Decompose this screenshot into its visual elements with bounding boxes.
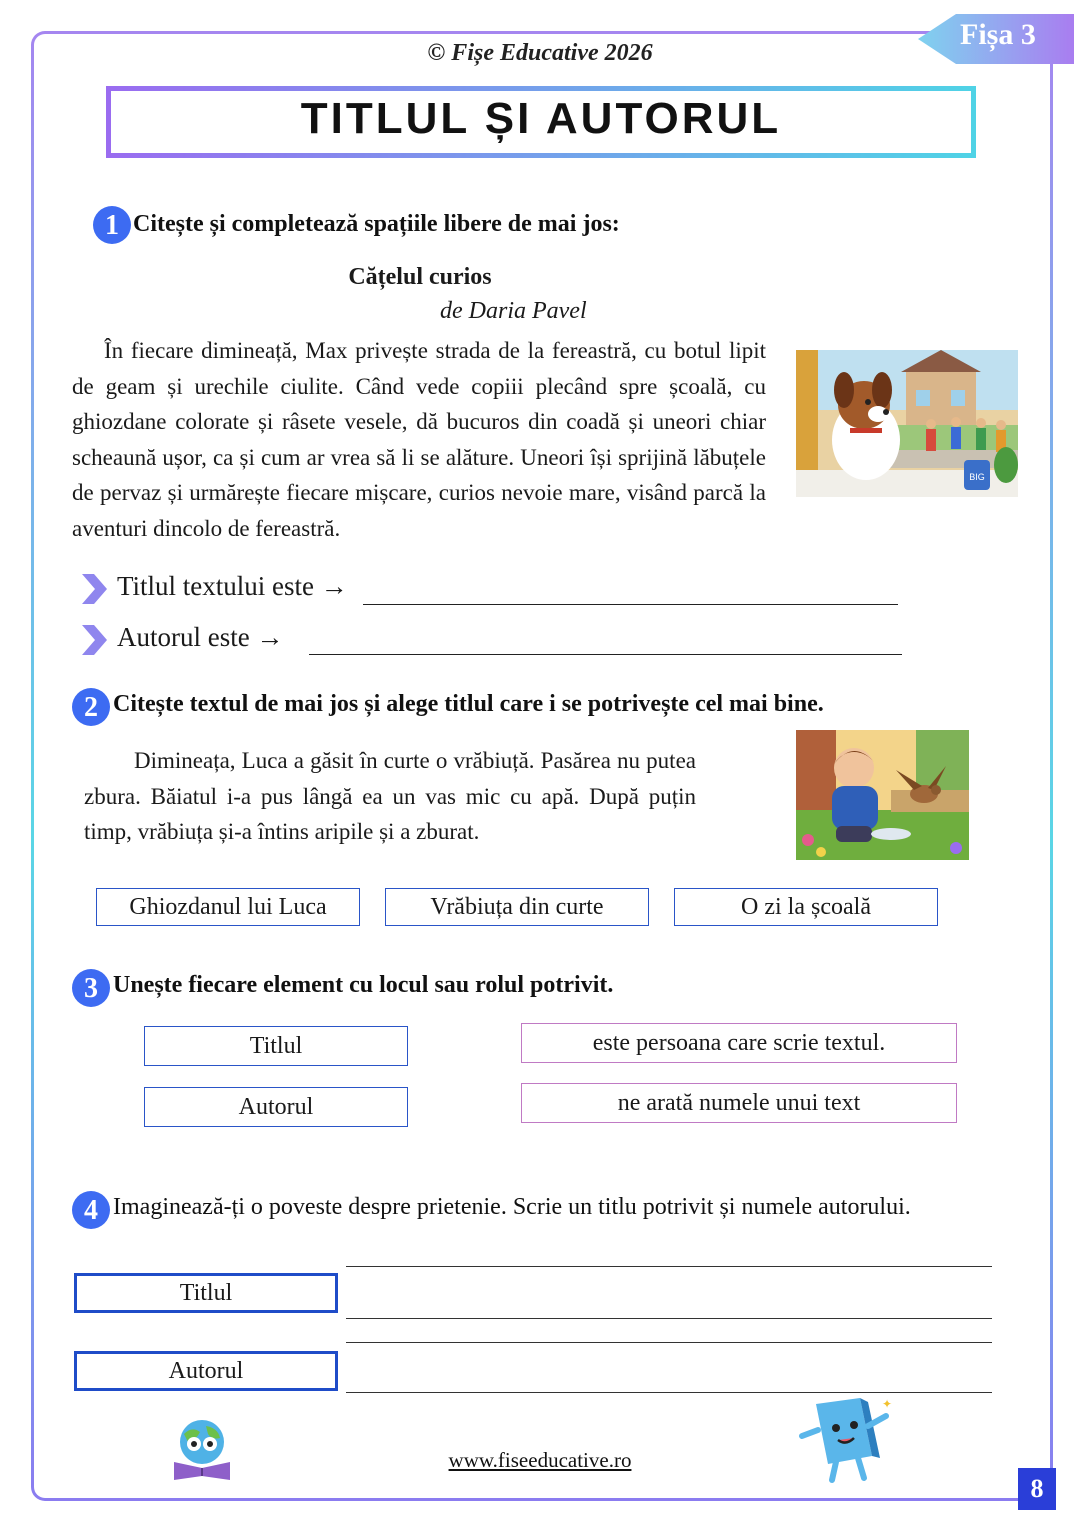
author-fill-label: Autorul este → xyxy=(117,622,284,652)
title-box-label: Titlul xyxy=(74,1273,338,1313)
exercise-2-number: 2 xyxy=(72,688,110,726)
story-author: de Daria Pavel xyxy=(440,298,587,324)
story-paragraph: În fiecare dimineață, Max privește strada de la fereastră, cu botul lipit de geam și urechile ciulite. Când vede copiii plecând spre școală, cu ghiozdane colorate și râsete vesele, dă bucuros din coadă și uneori chiar scheaună ușor, ca și cum ar vrea să li se alăture. Uneori își sprijină lăbuțele de pervaz și urmărește fiecare mișcare, curios nevoie mare, visând parcă la aventuri dincolo de fereastră. xyxy=(72,338,766,541)
exercise-2-instruction: Citește textul de mai jos și alege titlul care i se potrivește cel mai bine. xyxy=(113,691,824,717)
page-title: TITLUL ȘI AUTORUL xyxy=(300,94,782,143)
exercise-4-instruction: Imaginează-ți o poveste despre prietenie. Scrie un titlu potrivit și numele autorului. xyxy=(113,1194,911,1220)
title-option-1[interactable]: Ghiozdanul lui Luca xyxy=(96,888,360,926)
mug-label: BIG xyxy=(969,472,985,482)
story-title: Cățelul curios xyxy=(348,264,492,290)
exercise-1-number: 1 xyxy=(93,206,131,244)
exercise-4-number: 4 xyxy=(72,1191,110,1229)
match-left-author[interactable]: Autorul xyxy=(144,1087,408,1127)
writing-line[interactable] xyxy=(346,1342,992,1343)
copyright-text: © Fișe Educative 2026 xyxy=(427,40,653,66)
sparrow-paragraph: Dimineața, Luca a găsit în curte o vrăbiuță. Pasărea nu putea zbura. Băiatul i-a pus lângă ea un vas mic cu apă. După puțin timp, vrăbiuța și-a întins aripile și a zburat. xyxy=(84,748,696,844)
page-number: 8 xyxy=(1018,1468,1056,1510)
author-answer-line[interactable] xyxy=(309,654,902,655)
writing-line[interactable] xyxy=(346,1266,992,1267)
match-right-title-definition[interactable]: ne arată numele unui text xyxy=(521,1083,957,1123)
boy-and-sparrow-image xyxy=(796,730,969,860)
puppy-at-window-image xyxy=(796,350,1018,497)
title-option-3[interactable]: O zi la școală xyxy=(674,888,938,926)
author-box-label: Autorul xyxy=(74,1351,338,1391)
sheet-tab-label: Fișa 3 xyxy=(960,18,1036,51)
website-link[interactable]: www.fiseeducative.ro xyxy=(448,1448,632,1472)
title-answer-line[interactable] xyxy=(363,604,898,605)
match-right-author-definition[interactable]: este persoana care scrie textul. xyxy=(521,1023,957,1063)
chevron-right-icon xyxy=(80,572,108,606)
writing-line[interactable] xyxy=(346,1392,992,1393)
chevron-right-icon xyxy=(80,623,108,657)
title-option-2[interactable]: Vrăbiuța din curte xyxy=(385,888,649,926)
writing-line[interactable] xyxy=(346,1318,992,1319)
exercise-1-instruction: Citește și completează spațiile libere de mai jos: xyxy=(133,211,620,237)
match-left-title[interactable]: Titlul xyxy=(144,1026,408,1066)
exercise-3-instruction: Unește fiecare element cu locul sau rolul potrivit. xyxy=(113,972,614,998)
exercise-3-number: 3 xyxy=(72,969,110,1007)
svg-text:✦: ✦ xyxy=(882,1397,892,1411)
book-character-icon xyxy=(796,1396,892,1486)
title-fill-label: Titlul textului este → xyxy=(117,571,348,601)
